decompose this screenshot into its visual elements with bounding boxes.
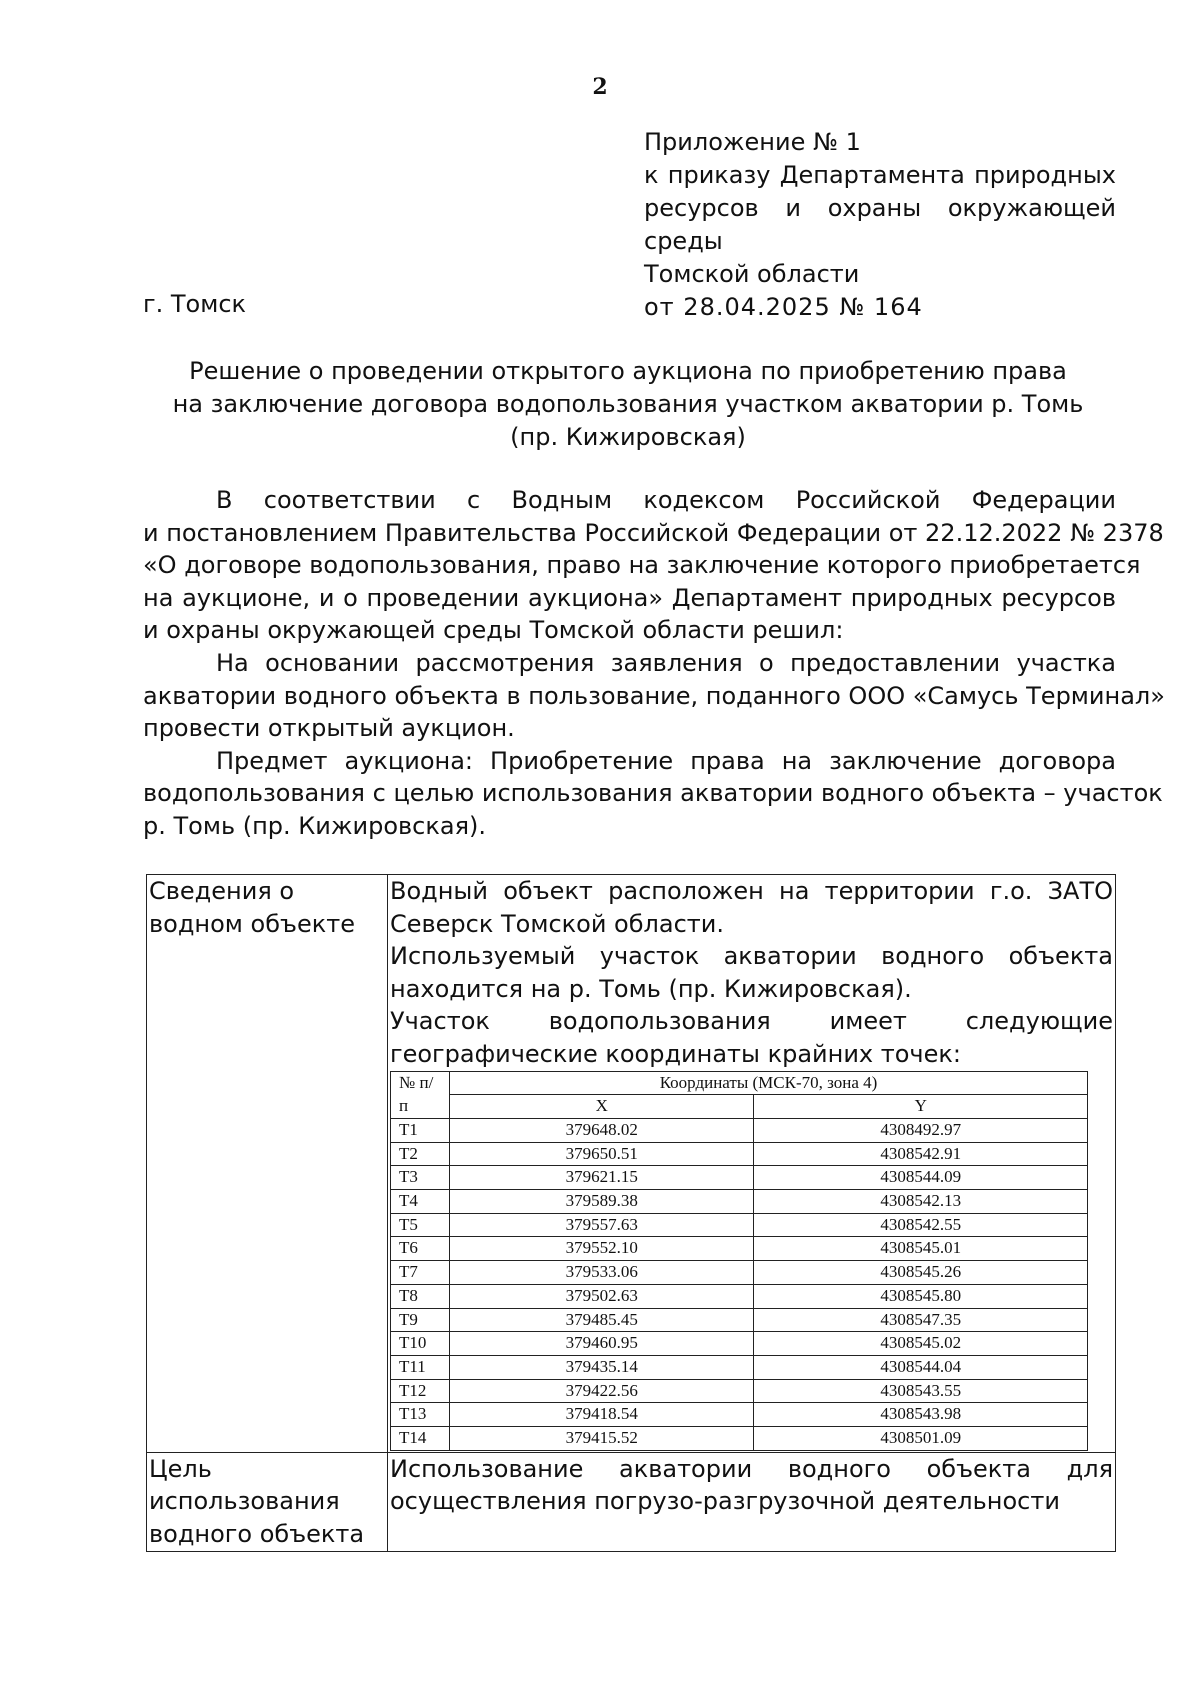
coord-y-value: 4308545.01: [754, 1237, 1088, 1261]
coord-x-value: 379650.51: [450, 1142, 754, 1166]
title-line-1: Решение о проведении открытого аукциона по приобретению права: [189, 357, 1067, 385]
coord-point-id: Т12: [391, 1379, 450, 1403]
appendix-line-1: Приложение № 1: [644, 128, 861, 156]
coords-body: [391, 1118, 1088, 1450]
coord-row: [391, 1118, 1088, 1142]
appendix-line-2: к приказу Департамента природных: [644, 161, 1116, 189]
description-line: Используемый участок акватории водного объекта: [390, 942, 1113, 971]
paragraph-1-line: и постановлением Правительства Российской Федерации от 22.12.2022 № 2378: [143, 518, 1164, 547]
coord-y-value: 4308547.35: [754, 1308, 1088, 1332]
purpose-line: Использование акватории водного объекта для: [390, 1454, 1113, 1483]
coord-point-id: Т14: [391, 1427, 450, 1451]
coord-y-value: 4308545.02: [754, 1332, 1088, 1356]
water-object-label: Сведения о водном объекте: [147, 875, 388, 1453]
paragraph-2-line: На основании рассмотрения заявления о предоставлении участка: [216, 648, 1116, 677]
coord-x-value: 379418.54: [450, 1403, 754, 1427]
coord-x-value: 379460.95: [450, 1332, 754, 1356]
coord-y-value: 4308501.09: [754, 1427, 1088, 1451]
appendix-line-3: ресурсов и охраны окружающей среды: [644, 194, 1116, 255]
water-object-description: [388, 875, 1116, 1453]
coord-point-id: Т8: [391, 1284, 450, 1308]
description-line: находится на р. Томь (пр. Кижировская).: [390, 974, 912, 1003]
paragraph-1-line: на аукционе, и о проведении аукциона» Департамент природных ресурсов: [143, 583, 1116, 612]
table-row: [147, 875, 1116, 1453]
coord-x-value: 379589.38: [450, 1190, 754, 1214]
coord-point-id: Т4: [391, 1190, 450, 1214]
coord-row: [391, 1379, 1088, 1403]
coord-point-id: Т11: [391, 1356, 450, 1380]
appendix-block: [644, 126, 1116, 324]
coords-header-row: [391, 1071, 1088, 1095]
paragraph-2-line: акватории водного объекта в пользование, поданного ООО «Самусь Терминал»: [143, 681, 1165, 710]
page-number: 2: [592, 74, 608, 100]
description-line: Северск Томской области.: [390, 909, 724, 938]
coord-y-value: 4308542.91: [754, 1142, 1088, 1166]
description-line: Водный объект расположен на территории г.о. ЗАТО: [390, 877, 1113, 905]
coordinates-table: [390, 1071, 1088, 1451]
purpose-description: [388, 1452, 1116, 1551]
coord-row: [391, 1284, 1088, 1308]
paragraph-3-line: Предмет аукциона: Приобретение права на заключение договора: [216, 746, 1116, 775]
description-line: географические координаты крайних точек:: [390, 1039, 961, 1068]
table-row: [147, 1452, 1116, 1551]
paragraph-3-line: водопользования с целью использования акватории водного объекта – участок: [143, 779, 1163, 808]
coord-x-value: 379422.56: [450, 1379, 754, 1403]
description-line: Участок водопользования имеет следующие: [390, 1007, 1113, 1036]
coord-point-id: Т2: [391, 1142, 450, 1166]
coord-row: [391, 1166, 1088, 1190]
purpose-line: осуществления погрузо-разгрузочной деятельности: [390, 1487, 1060, 1516]
coord-row: [391, 1427, 1088, 1451]
coord-x-value: 379648.02: [450, 1118, 754, 1142]
coord-y-value: 4308543.55: [754, 1379, 1088, 1403]
coord-y-value: 4308542.55: [754, 1213, 1088, 1237]
city: г. Томск: [143, 290, 247, 318]
coord-row: [391, 1332, 1088, 1356]
coord-x-value: 379533.06: [450, 1261, 754, 1285]
coord-y-value: 4308544.04: [754, 1356, 1088, 1380]
coords-header-y: Y: [754, 1095, 1088, 1119]
coord-x-value: 379502.63: [450, 1284, 754, 1308]
coord-point-id: Т9: [391, 1308, 450, 1332]
coord-row: [391, 1261, 1088, 1285]
appendix-line-5: от 28.04.2025 № 164: [644, 293, 923, 321]
coord-y-value: 4308545.26: [754, 1261, 1088, 1285]
coord-y-value: 4308543.98: [754, 1403, 1088, 1427]
coord-y-value: 4308492.97: [754, 1118, 1088, 1142]
title-line-2: на заключение договора водопользования участком акватории р. Томь: [172, 390, 1084, 418]
coord-x-value: 379552.10: [450, 1237, 754, 1261]
coord-y-value: 4308542.13: [754, 1190, 1088, 1214]
coord-x-value: 379415.52: [450, 1427, 754, 1451]
coord-point-id: Т13: [391, 1403, 450, 1427]
coord-row: [391, 1190, 1088, 1214]
coord-row: [391, 1356, 1088, 1380]
coord-point-id: Т7: [391, 1261, 450, 1285]
coords-header-group: Координаты (МСК-70, зона 4): [450, 1071, 1088, 1095]
paragraph-2-line: провести открытый аукцион.: [143, 714, 515, 743]
coord-row: [391, 1142, 1088, 1166]
coord-point-id: Т10: [391, 1332, 450, 1356]
paragraph-1-line: «О договоре водопользования, право на заключение которого приобретается: [143, 551, 1141, 580]
coord-y-value: 4308544.09: [754, 1166, 1088, 1190]
purpose-label: Цель использования водного объекта: [147, 1452, 388, 1551]
coord-row: [391, 1237, 1088, 1261]
water-object-info-table: [146, 874, 1116, 1552]
coord-point-id: Т1: [391, 1118, 450, 1142]
coord-x-value: 379485.45: [450, 1308, 754, 1332]
appendix-line-4: Томской области: [644, 260, 860, 288]
coord-x-value: 379435.14: [450, 1356, 754, 1380]
title-line-3: (пр. Кижировская): [510, 423, 746, 451]
coord-x-value: 379557.63: [450, 1213, 754, 1237]
document-title: [140, 355, 1116, 454]
paragraph-3-line: р. Томь (пр. Кижировская).: [143, 811, 487, 840]
coord-y-value: 4308545.80: [754, 1284, 1088, 1308]
coords-header-x: X: [450, 1095, 754, 1119]
coord-row: [391, 1308, 1088, 1332]
coord-row: [391, 1403, 1088, 1427]
paragraph-1-line: и охраны окружающей среды Томской области решил:: [143, 616, 844, 645]
paragraph-1-line: В соответствии с Водным кодексом Российской Федерации: [216, 486, 1116, 514]
coord-x-value: 379621.15: [450, 1166, 754, 1190]
coord-point-id: Т5: [391, 1213, 450, 1237]
coord-point-id: Т3: [391, 1166, 450, 1190]
coords-header-number: № п/п: [391, 1071, 450, 1118]
coord-row: [391, 1213, 1088, 1237]
body-text: [143, 484, 1165, 843]
coords-subheader-row: [391, 1095, 1088, 1119]
coord-point-id: Т6: [391, 1237, 450, 1261]
